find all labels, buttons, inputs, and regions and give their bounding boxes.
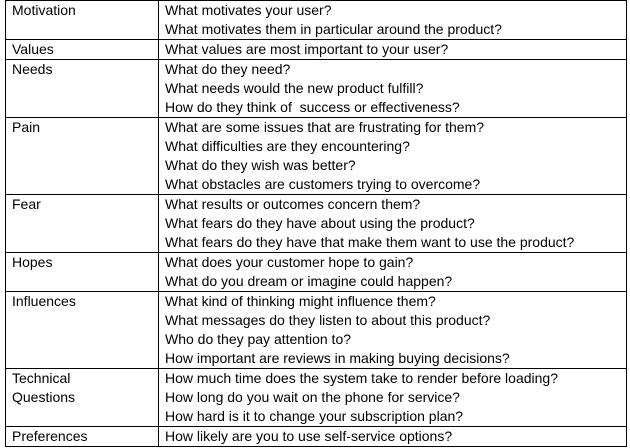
category-label: Influences — [12, 293, 76, 309]
question-text: What values are most important to your user? — [165, 41, 449, 57]
question-text: How do they think of success or effectiveness? — [165, 99, 460, 115]
persona-questions-table — [5, 0, 627, 447]
category-label: Fear — [12, 196, 41, 212]
question-text: How hard is it to change your subscription plan? — [165, 408, 464, 424]
category-cell — [6, 292, 159, 369]
table-row — [6, 60, 627, 118]
table-row — [6, 427, 627, 447]
category-cell — [6, 253, 159, 292]
question-text: What difficulties are they encountering? — [165, 138, 410, 154]
table-row — [6, 1, 627, 40]
question-text: What motivates them in particular around the product? — [165, 21, 502, 37]
table-row — [6, 195, 627, 253]
question-text: What motivates your user? — [165, 2, 332, 18]
questions-cell — [159, 369, 627, 427]
question-text: What fears do they have about using the product? — [165, 215, 475, 231]
questions-cell — [159, 253, 627, 292]
questions-cell — [159, 427, 627, 447]
question-text: What are some issues that are frustrating for them? — [165, 119, 485, 135]
category-cell — [6, 427, 159, 447]
category-cell — [6, 60, 159, 118]
table-row — [6, 253, 627, 292]
questions-cell — [159, 195, 627, 253]
category-label: Preferences — [12, 428, 88, 444]
category-cell — [6, 118, 159, 195]
questions-cell — [159, 118, 627, 195]
table-row — [6, 369, 627, 427]
table-row — [6, 292, 627, 369]
category-label: Needs — [12, 61, 53, 77]
category-label: Pain — [12, 119, 41, 135]
category-label: Values — [12, 41, 54, 57]
question-text: What results or outcomes concern them? — [165, 196, 421, 212]
question-text: What messages do they listen to about this product? — [165, 312, 491, 328]
category-cell — [6, 369, 159, 427]
category-cell — [6, 40, 159, 60]
category-cell — [6, 195, 159, 253]
questions-cell — [159, 1, 627, 40]
category-label: Motivation — [12, 2, 76, 18]
question-text: How important are reviews in making buying decisions? — [165, 350, 510, 366]
question-text: What do you dream or imagine could happen? — [165, 273, 453, 289]
category-label: Technical — [12, 370, 71, 386]
question-text: How much time does the system take to render before loading? — [165, 370, 558, 386]
question-text: What fears do they have that make them want to use the product? — [165, 234, 575, 250]
question-text: What kind of thinking might influence them? — [165, 293, 436, 309]
questions-cell — [159, 292, 627, 369]
category-label: Hopes — [12, 254, 53, 270]
question-text: How likely are you to use self-service options? — [165, 428, 453, 444]
question-text: What do they wish was better? — [165, 157, 356, 173]
question-text: What needs would the new product fulfill? — [165, 80, 424, 96]
table-row — [6, 118, 627, 195]
category-cell — [6, 1, 159, 40]
questions-cell — [159, 60, 627, 118]
table-row — [6, 40, 627, 60]
question-text: How long do you wait on the phone for service? — [165, 389, 460, 405]
category-label: Questions — [12, 389, 76, 405]
question-text: What do they need? — [165, 61, 291, 77]
question-text: What obstacles are customers trying to overcome? — [165, 176, 481, 192]
question-text: What does your customer hope to gain? — [165, 254, 414, 270]
questions-cell — [159, 40, 627, 60]
question-text: Who do they pay attention to? — [165, 331, 352, 347]
